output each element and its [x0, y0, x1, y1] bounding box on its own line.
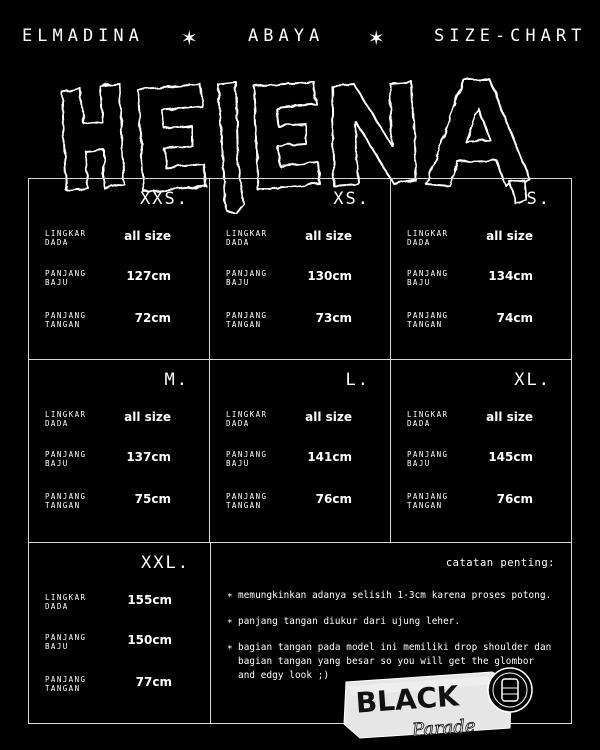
chest-value: all size — [305, 229, 352, 243]
sleeve-label: PANJANG TANGAN — [407, 492, 449, 510]
chest-value: all size — [305, 410, 352, 424]
measure-row-chest — [45, 593, 192, 617]
length-value: 145cm — [488, 450, 533, 464]
sleeve-value: 72cm — [134, 311, 171, 325]
chest-value: all size — [486, 410, 533, 424]
measure-row-sleeve — [407, 492, 553, 516]
sleeve-label: PANJANG TANGAN — [45, 492, 87, 510]
chest-value: all size — [124, 229, 171, 243]
size-label: XS. — [333, 189, 370, 209]
measure-row-length — [45, 633, 192, 657]
logo-script: Parade — [411, 715, 477, 742]
sleeve-label: PANJANG TANGAN — [407, 311, 449, 329]
asterisk-icon: ∗ — [227, 616, 233, 627]
length-value: 130cm — [307, 269, 352, 283]
chest-label: LINGKAR DADA — [407, 229, 449, 247]
chest-label: LINGKAR DADA — [45, 229, 87, 247]
logo-word: BLACK — [354, 679, 460, 720]
chest-value: all size — [124, 410, 171, 424]
measure-row-sleeve — [45, 675, 192, 699]
brand-name: ELMADINA — [22, 26, 144, 46]
sleeve-value: 76cm — [315, 492, 352, 506]
measure-row-length — [407, 450, 553, 474]
length-value: 150cm — [127, 633, 172, 647]
measure-row-chest — [226, 229, 372, 253]
sleeve-value: 73cm — [315, 311, 352, 325]
size-label: XXS. — [140, 189, 189, 209]
measure-row-chest — [45, 410, 191, 434]
note-item: ∗ bagian tangan pada model ini memiliki drop shoulder dan bagian tangan yang besar so you will get the glombor and edgy look ;) — [227, 642, 552, 681]
size-label: L. — [345, 370, 370, 390]
chest-value: all size — [486, 229, 533, 243]
length-label: PANJANG BAJU — [407, 450, 449, 468]
length-label: PANJANG BAJU — [45, 450, 87, 468]
length-label: PANJANG BAJU — [407, 269, 449, 287]
size-label: XXL. — [141, 553, 190, 573]
measure-row-sleeve — [226, 492, 372, 516]
asterisk-icon: ∗ — [227, 642, 233, 653]
length-value: 137cm — [126, 450, 171, 464]
measure-row-sleeve — [45, 311, 191, 335]
sleeve-value: 76cm — [496, 492, 533, 506]
chest-label: LINGKAR DADA — [45, 593, 87, 611]
measure-row-chest — [407, 410, 553, 434]
size-label: XL. — [514, 370, 551, 390]
measure-row-sleeve — [407, 311, 553, 335]
header — [0, 23, 600, 51]
measure-row-sleeve — [226, 311, 372, 335]
measure-row-length — [226, 269, 372, 293]
product-name: ABAYA — [248, 26, 325, 46]
chest-label: LINGKAR DADA — [226, 410, 268, 428]
length-label: PANJANG BAJU — [45, 269, 87, 287]
chest-label: LINGKAR DADA — [45, 410, 87, 428]
size-card-l — [209, 359, 391, 543]
length-value: 134cm — [488, 269, 533, 283]
measure-row-chest — [407, 229, 553, 253]
sleeve-value: 75cm — [134, 492, 171, 506]
length-label: PANJANG BAJU — [226, 269, 268, 287]
doc-title: SIZE-CHART — [434, 26, 587, 46]
measure-row-chest — [45, 229, 191, 253]
sleeve-value: 77cm — [135, 675, 172, 689]
measure-row-chest — [226, 410, 372, 434]
size-label: S. — [526, 189, 551, 209]
chest-value: 155cm — [127, 593, 172, 607]
note-item: ∗ memungkinkan adanya selisih 1-3cm karena proses potong. — [227, 590, 552, 601]
sleeve-label: PANJANG TANGAN — [45, 675, 87, 693]
size-chart-grid — [28, 178, 572, 724]
size-card-m — [28, 359, 210, 543]
emblem-icon — [488, 668, 532, 712]
chest-label: LINGKAR DADA — [226, 229, 268, 247]
asterisk-icon: ∗ — [227, 590, 233, 601]
chest-label: LINGKAR DADA — [407, 410, 449, 428]
notes-title: catatan penting: — [445, 557, 555, 569]
sleeve-label: PANJANG TANGAN — [226, 311, 268, 329]
size-card-s — [390, 178, 572, 360]
sleeve-value: 74cm — [496, 311, 533, 325]
measure-row-length — [45, 269, 191, 293]
star-icon: ✶ — [182, 23, 197, 51]
size-card-xxs — [28, 178, 210, 360]
star-icon: ✶ — [369, 23, 384, 51]
measure-row-length — [45, 450, 191, 474]
sleeve-label: PANJANG TANGAN — [45, 311, 87, 329]
measure-row-sleeve — [45, 492, 191, 516]
measure-row-length — [407, 269, 553, 293]
size-card-xl — [390, 359, 572, 543]
black-parade-logo — [342, 664, 538, 742]
measure-row-length — [226, 450, 372, 474]
length-value: 141cm — [307, 450, 352, 464]
length-value: 127cm — [126, 269, 171, 283]
size-card-xxl — [28, 542, 211, 724]
length-label: PANJANG BAJU — [45, 633, 87, 651]
size-label: M. — [164, 370, 189, 390]
length-label: PANJANG BAJU — [226, 450, 268, 468]
note-item: ∗ panjang tangan diukur dari ujung leher. — [227, 616, 461, 627]
size-card-xs — [209, 178, 391, 360]
sleeve-label: PANJANG TANGAN — [226, 492, 268, 510]
